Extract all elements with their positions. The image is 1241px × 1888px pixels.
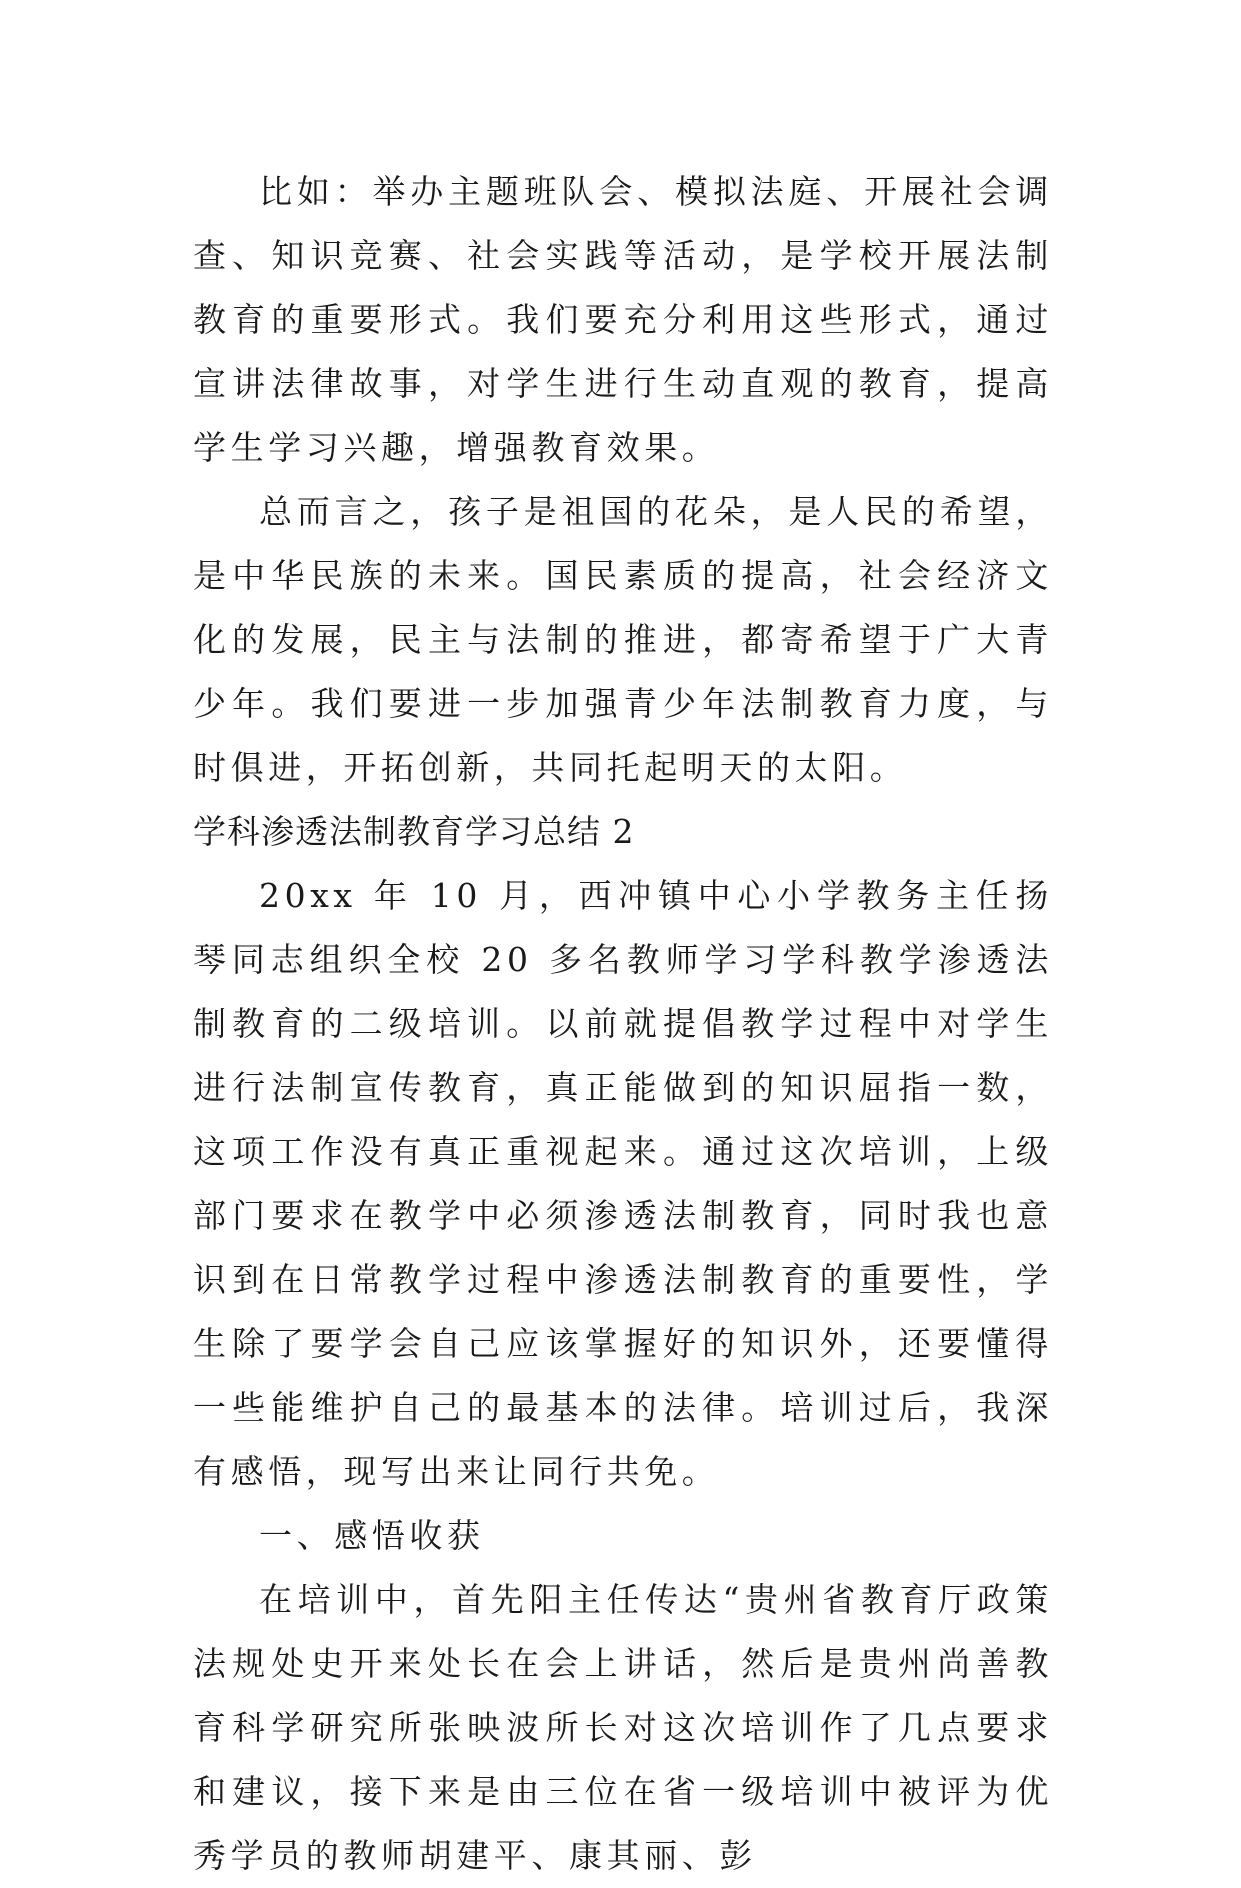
section-title: 学科渗透法制教育学习总结 2 xyxy=(193,812,635,851)
paragraph-training-intro: 20xx 年 10 月，西冲镇中心小学教务主任扬琴同志组织全校 20 多名教师学习学科教学渗透法制教育的二级培训。以前就提倡教学过程中对学生进行法制宣传教育，真正能做到的知识屈指一数，这项工作没有真正重视起来。通过这次培训，上级部门要求在教学中必须渗透法制教育，同时我也意识到在日常教学过程中渗透法制教育的重要性，学生除了要学会自己应该掌握好的知识外，还要懂得一些能维护自己的最基本的法律。培训过后，我深有感悟，现写出来让同行共免。 xyxy=(193,876,1053,1491)
paragraph-conclusion: 总而言之，孩子是祖国的花朵，是人民的希望，是中华民族的未来。国民素质的提高，社会经济文化的发展，民主与法制的推进，都寄希望于广大青少年。我们要进一步加强青少年法制教育力度，与时俱进，开拓创新，共同托起明天的太阳。 xyxy=(193,492,1053,787)
document-body xyxy=(193,160,1053,1888)
subheading-insights: 一、感悟收获 xyxy=(259,1516,485,1555)
paragraph-training-details: 在培训中，首先阳主任传达“贵州省教育厅政策法规处史开来处长在会上讲话，然后是贵州尚善教育科学研究所张映波所长对这次培训作了几点要求和建议，接下来是由三位在省一级培训中被评为优秀学员的教师胡建平、康其丽、彭 xyxy=(193,1580,1053,1875)
paragraph-activities: 比如：举办主题班队会、模拟法庭、开展社会调查、知识竞赛、社会实践等活动，是学校开展法制教育的重要形式。我们要充分利用这些形式，通过宣讲法律故事，对学生进行生动直观的教育，提高学生学习兴趣，增强教育效果。 xyxy=(193,172,1053,467)
